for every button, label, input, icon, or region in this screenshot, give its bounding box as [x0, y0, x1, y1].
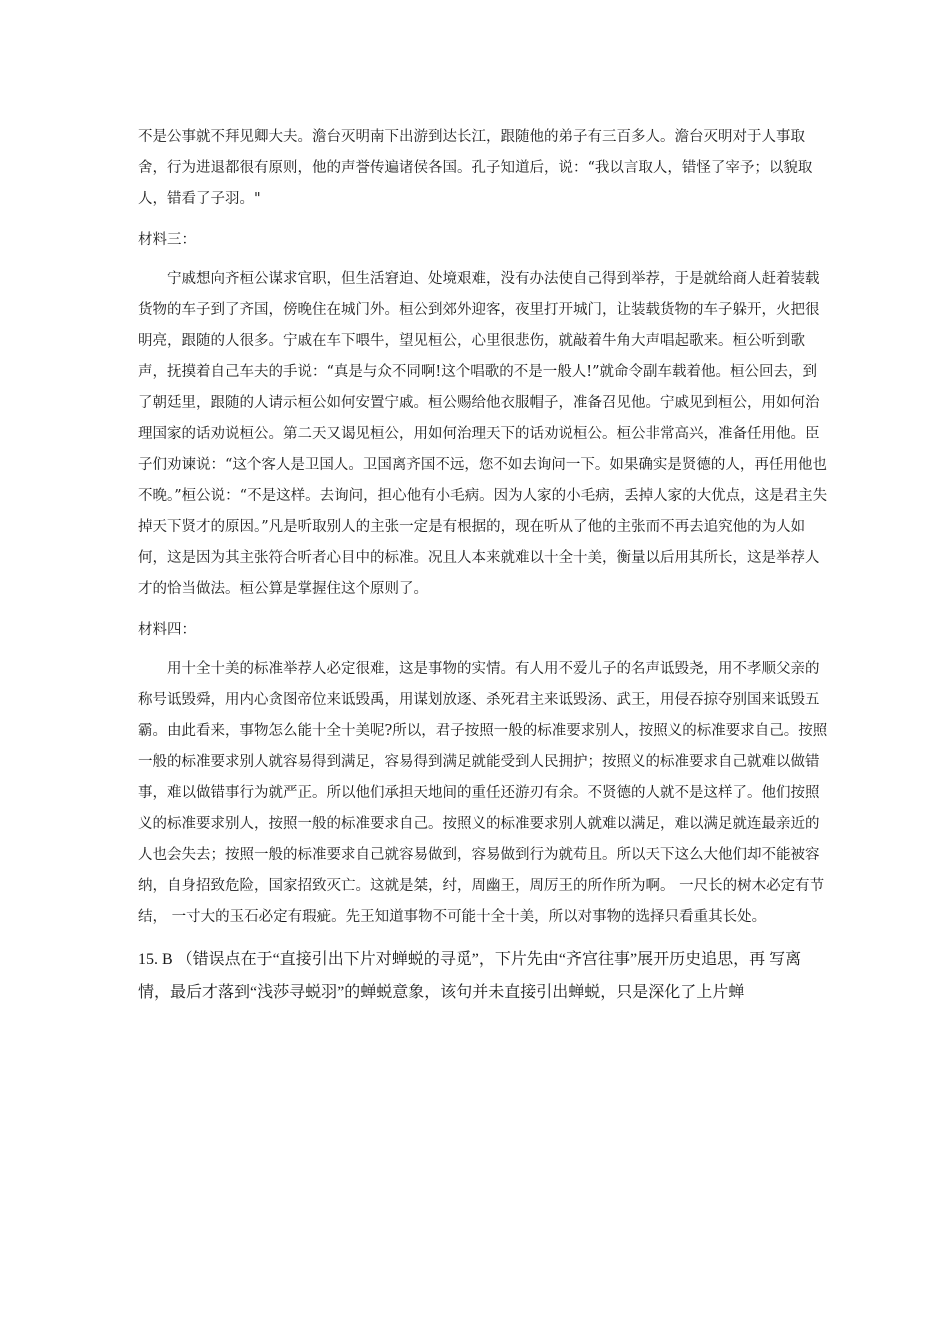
material2-continuation: 不是公事就不拜见卿大夫。澹台灭明南下出游到达长江，跟随他的弟子有三百多人。澹台灭明对于人事取舍，行为进退都很有原则，他的声誉传遍诸侯各国。孔子知道后，说：“我以言取人，错怪了宰予；以貌取人，错看了子羽。" — [138, 129, 813, 207]
material3-heading: 材料三： — [138, 232, 196, 248]
material4-heading: 材料四： — [138, 622, 196, 638]
answer-15: 15. B （错误点在于“直接引出下片对蝉蜕的寻觅”，下片先由“齐宫往事”展开历史追思，再 写离情，最后才落到“浅莎寻蜕羽”的蝉蜕意象，该句并未直接引出蝉蜕，只是深化了上片蝉 — [138, 951, 802, 1001]
material3-text: 宁戚想向齐桓公谋求官职，但生活窘迫、处境艰难，没有办法使自己得到举荐，于是就给商人赶着装载货物的车子到了齐国，傍晚住在城门外。桓公到郊外迎客，夜里打开城门，让装载货物的车子躲开，火把很明亮，跟随的人很多。宁戚在车下喂牛，望见桓公，心里很悲伤，就敲着牛角大声唱起歌来。桓公听到歌声，抚摸着自己车夫的手说：“真是与众不同啊!这个唱歌的不是一般人!”就命令副车载着他。桓公回去，到了朝廷里，跟随的人请示桓公如何安置宁戚。桓公赐给他衣服帽子，准备召见他。宁戚见到桓公，用如何治理国家的话劝说桓公。第二天又谒见桓公，用如何治理天下的话劝说桓公。桓公非常高兴，准备任用他。臣子们劝谏说：“这个客人是卫国人。卫国离齐国不远，您不如去询问一下。如果确实是贤德的人，再任用他也不晚。”桓公说：“不是这样。去询问，担心他有小毛病。因为人家的小毛病，丢掉人家的大优点，这是君主失掉天下贤才的原因。”凡是听取别人的主张一定是有根据的，现在听从了他的主张而不再去追究他的为人如何，这是因为其主张符合听者心目中的标准。况且人本来就难以十全十美，衡量以后用其所长，这是举荐人才的恰当做法。桓公算是掌握住这个原则了。 — [138, 271, 828, 597]
material4-text: 用十全十美的标准举荐人必定很难，这是事物的实情。有人用不爱儿子的名声诋毁尧，用不孝顺父亲的称号诋毁舜，用内心贪图帝位来诋毁禹，用谋划放逐、杀死君主来诋毁汤、武王，用侵吞掠夺别国来诋毁五霸。由此看来，事物怎么能十全十美呢?所以，君子按照一般的标准要求别人，按照义的标准要求自己。按照一般的标准要求别人就容易得到满足，容易得到满足就能受到人民拥护；按照义的标准要求自己就难以做错事，难以做错事行为就严正。所以他们承担天地间的重任还游刃有余。不贤德的人就不是这样了。他们按照义的标准要求别人，按照一般的标准要求自己。按照义的标准要求别人就难以满足，难以满足就连最亲近的人也会失去；按照一般的标准要求自己就容易做到，容易做到行为就苟且。所以天下这么大他们却不能被容纳，自身招致危险，国家招致灭亡。这就是桀，纣，周幽王，周厉王的所作所为啊。 一尺长的树木必定有节结， 一寸大的玉石必定有瑕疵。先王知道事物不可能十全十美，所以对事物的选择只看重其长处。 — [138, 661, 828, 925]
document-page — [138, 122, 828, 1009]
